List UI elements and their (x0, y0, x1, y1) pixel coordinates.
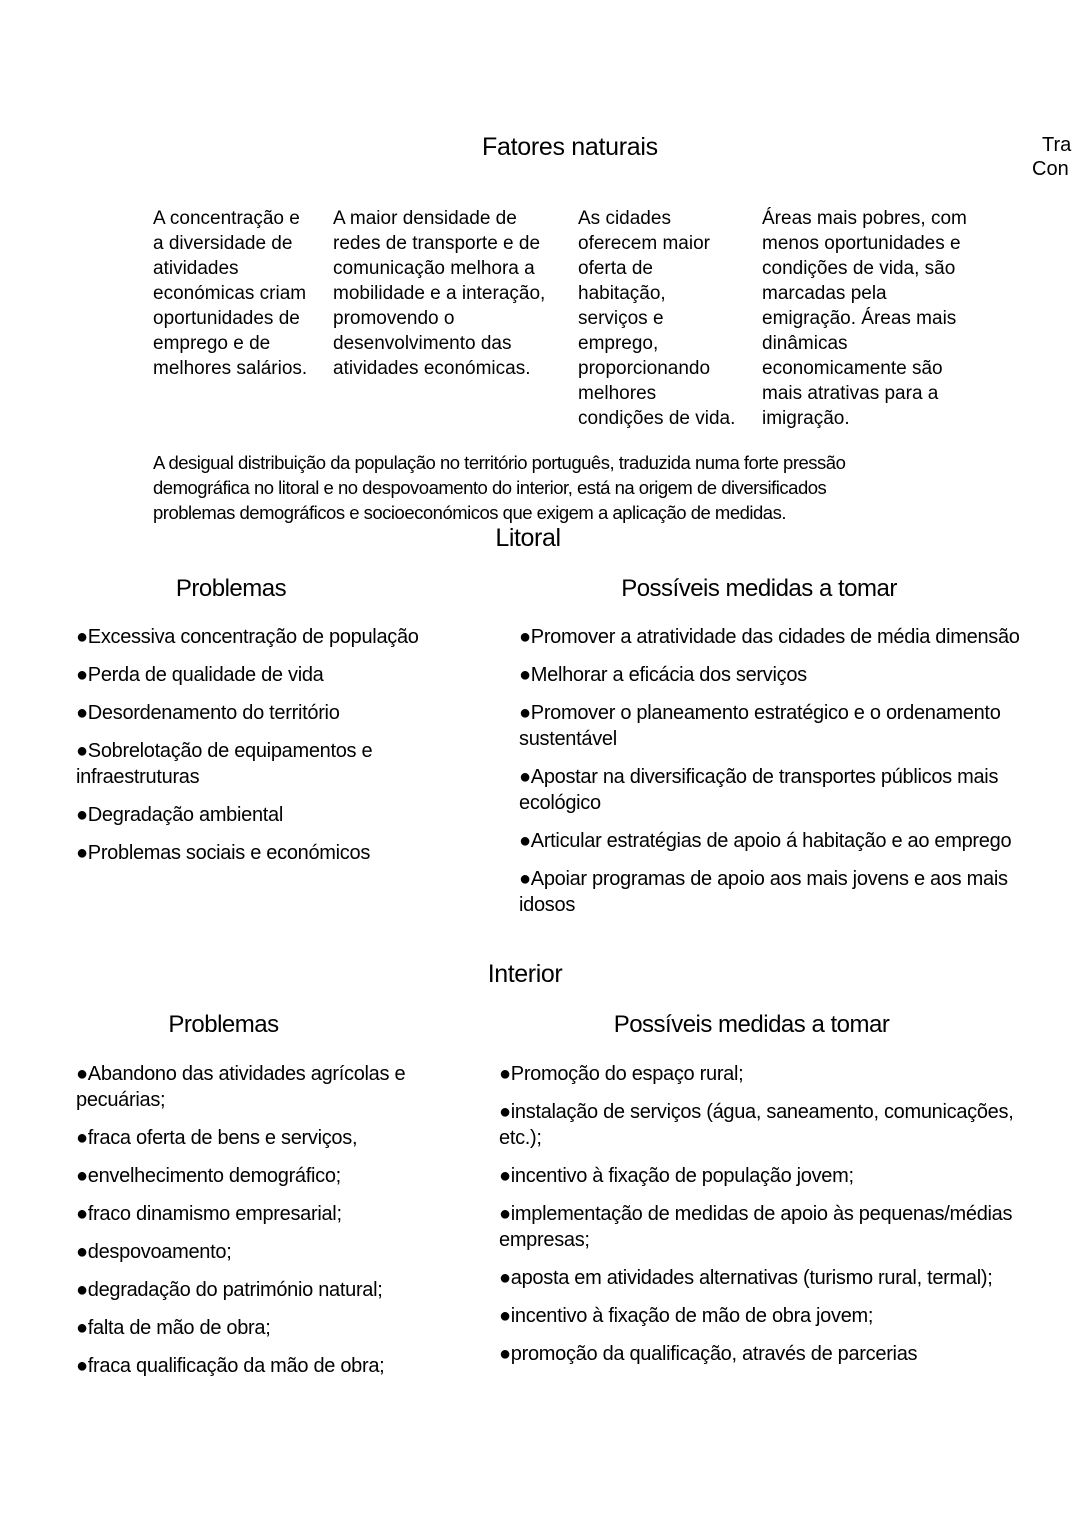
measure-item: ●promoção da qualificação, através de parcerias (499, 1343, 918, 1365)
problem-item: ●fraca oferta de bens e serviços, (76, 1127, 358, 1149)
measure-item: ●Promover a atratividade das cidades de média dimensão (519, 626, 1020, 648)
corner-note-line1: Tra (1042, 134, 1072, 156)
interior-problems-list (76, 1061, 405, 1391)
problem-item: ●degradação do património natural; (76, 1279, 383, 1301)
problem-item: ●fraco dinamismo empresarial; (76, 1203, 342, 1225)
litoral-problems-list (76, 624, 419, 878)
problem-item: ●Problemas sociais e económicos (76, 842, 371, 864)
interior-measures-header: Possíveis medidas a tomar (613, 1011, 890, 1038)
measure-item: ●Melhorar a eficácia dos serviços (519, 664, 807, 686)
problem-item: ●Perda de qualidade de vida (76, 664, 324, 686)
problem-item: ●Degradação ambiental (76, 804, 284, 826)
measure-item: ●implementação de medidas de apoio às pequenas/médias empresas; (499, 1203, 1013, 1251)
problem-item: ●Abandono das atividades agrícolas e pecuárias; (76, 1063, 406, 1111)
litoral-problems-header: Problemas (175, 575, 287, 602)
problem-item: ●Excessiva concentração de população (76, 626, 419, 648)
section-heading-litoral: Litoral (495, 524, 561, 552)
measure-item: ●Articular estratégias de apoio á habitação e ao emprego (519, 830, 1012, 852)
problem-item: ●despovoamento; (76, 1241, 232, 1263)
problem-item: ●Desordenamento do território (76, 702, 340, 724)
corner-note-line2: Con (1032, 158, 1069, 180)
measure-item: ●incentivo à fixação de população jovem; (499, 1165, 854, 1187)
measure-item: ●incentivo à fixação de mão de obra jovem; (499, 1305, 874, 1327)
problem-item: ●Sobrelotação de equipamentos e infraestruturas (76, 740, 373, 788)
litoral-measures-header: Possíveis medidas a tomar (621, 575, 897, 602)
measure-item: ●instalação de serviços (água, saneamento, comunicações, etc.); (499, 1101, 1014, 1149)
factor-column-transport: A maior densidade de redes de transporte e de comunicação melhora a mobilidade e a interação, promovendo o desenvolvimento das atividades económicas. (333, 208, 546, 379)
interior-measures-list (499, 1061, 1013, 1379)
measure-item: ●Apostar na diversificação de transportes públicos mais ecológico (519, 766, 999, 814)
measure-item: ●aposta em atividades alternativas (turismo rural, termal); (499, 1267, 993, 1289)
page-title: Fatores naturais (482, 133, 658, 161)
section-heading-interior: Interior (487, 960, 563, 988)
litoral-measures-list (519, 624, 1020, 930)
factor-column-poor-areas: Áreas mais pobres, com menos oportunidades e condições de vida, são marcadas pela emigração. Áreas mais dinâmicas economicamente são mais atrativas para a imigração. (762, 208, 967, 429)
problem-item: ●fraca qualificação da mão de obra; (76, 1355, 385, 1377)
measure-item: ●Promover o planeamento estratégico e o ordenamento sustentável (519, 702, 1001, 750)
measure-item: ●Apoiar programas de apoio aos mais jovens e aos mais idosos (519, 868, 1008, 916)
problem-item: ●falta de mão de obra; (76, 1317, 271, 1339)
measure-item: ●Promoção do espaço rural; (499, 1063, 744, 1085)
factor-column-cities: As cidades oferecem maior oferta de habitação, serviços e emprego, proporcionando melhores condições de vida. (578, 208, 736, 429)
interior-problems-header: Problemas (168, 1011, 279, 1038)
factor-column-economic: A concentração e a diversidade de atividades económicas criam oportunidades de emprego e de melhores salários. (153, 208, 308, 379)
intro-paragraph: A desigual distribuição da população no território português, traduzida numa forte pressão demográfica no litoral e no despovoamento do interior, está na origem de diversificados problemas demográficos e socioeconómicos que exigem a aplicação de medidas. (153, 452, 846, 523)
problem-item: ●envelhecimento demográfico; (76, 1165, 341, 1187)
